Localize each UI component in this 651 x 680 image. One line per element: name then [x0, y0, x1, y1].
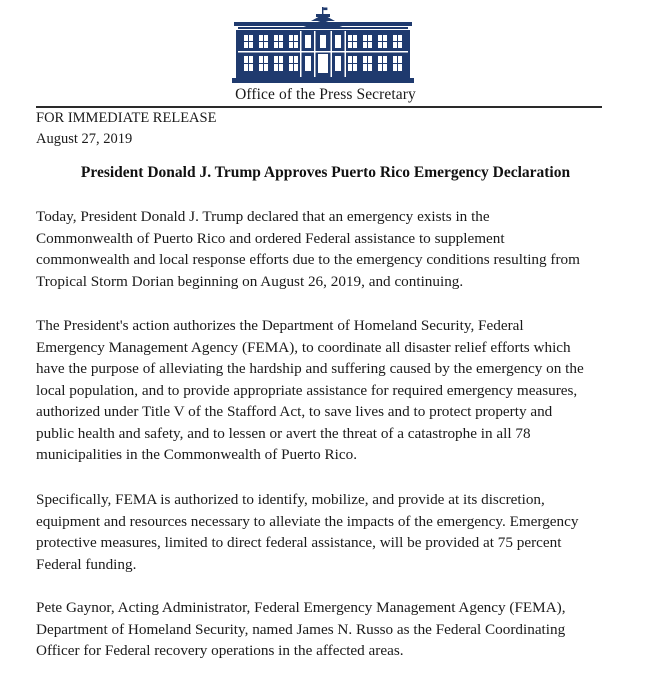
- paragraph-4: [36, 597, 636, 662]
- text-line: Officer for Federal recovery operations in the affected areas.: [36, 642, 404, 659]
- release-date: August 27, 2019: [36, 131, 133, 147]
- release-label: FOR IMMEDIATE RELEASE: [36, 110, 217, 126]
- text-line: Today, President Donald J. Trump declared that an emergency exists in the: [36, 208, 490, 225]
- text-line: public health and safety, and to lessen or avert the threat of a catastrophe in all 78: [36, 424, 531, 442]
- paragraph-2: [36, 315, 636, 466]
- text-line: protective measures, limited to direct federal assistance, will be provided at 75 percent: [36, 534, 562, 551]
- text-line: Pete Gaynor, Acting Administrator, Federal Emergency Management Agency (FEMA),: [36, 599, 566, 616]
- text-line: authorized under Title V of the Stafford Act, to save lives and to protect property and: [36, 403, 553, 420]
- text-line: have the purpose of alleviating the hardship and suffering caused by the emergency on the: [36, 360, 584, 377]
- text-line: Tropical Storm Dorian beginning on August 26, 2019, and continuing.: [36, 272, 464, 290]
- white-house-logo: [232, 7, 414, 83]
- paragraph-3: [36, 489, 636, 575]
- text-line: Commonwealth of Puerto Rico and ordered Federal assistance to supplement: [36, 229, 505, 247]
- text-line: Department of Homeland Security, named James N. Russo as the Federal Coordinating: [36, 620, 566, 638]
- text-line: equipment and resources necessary to alleviate the impacts of the emergency. Emergency: [36, 512, 579, 530]
- text-line: The President's action authorizes the Department of Homeland Security, Federal: [36, 317, 524, 334]
- text-line: commonwealth and local response efforts due to the emergency conditions resulting from: [36, 251, 580, 268]
- text-line: local population, and to provide appropriate assistance for required emergency measures,: [36, 381, 578, 399]
- paragraph-1: [36, 206, 636, 292]
- office-heading: Office of the Press Secretary: [235, 86, 416, 103]
- text-line: municipalities in the Commonwealth of Puerto Rico.: [36, 446, 357, 463]
- text-line: Emergency Management Agency (FEMA), to coordinate all disaster relief efforts which: [36, 338, 571, 356]
- document-title: President Donald J. Trump Approves Puerto Rico Emergency Declaration: [80, 164, 571, 181]
- text-line: Federal funding.: [36, 555, 137, 573]
- text-line: Specifically, FEMA is authorized to identify, mobilize, and provide at its discretion,: [36, 491, 545, 508]
